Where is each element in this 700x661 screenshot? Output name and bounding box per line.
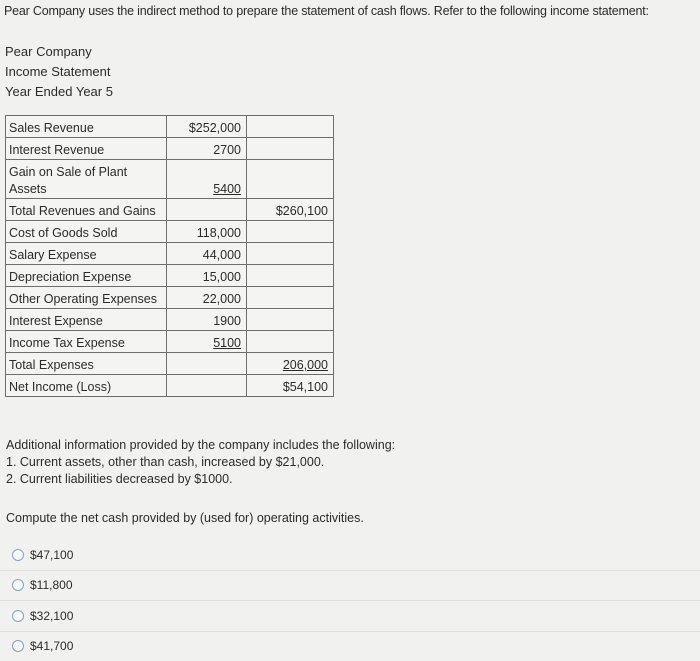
answer-choice[interactable] — [0, 631, 700, 661]
amount-cell: 2700 — [167, 138, 247, 160]
amount-cell: 15,000 — [167, 265, 247, 287]
statement-title: Income Statement — [5, 62, 113, 82]
radio-button[interactable] — [12, 579, 24, 591]
table-row — [6, 243, 334, 265]
total-cell — [247, 309, 334, 331]
row-label: Gain on Sale of Plant Assets — [6, 160, 167, 199]
radio-button[interactable] — [12, 640, 24, 652]
row-label: Interest Expense — [6, 309, 167, 331]
question-text: Compute the net cash provided by (used for) operating activities. — [6, 511, 364, 525]
total-cell — [247, 265, 334, 287]
additional-info-item: 2. Current liabilities decreased by $1000. — [6, 471, 395, 488]
amount-cell: 22,000 — [167, 287, 247, 309]
amount-cell: 118,000 — [167, 221, 247, 243]
amount-cell — [167, 331, 247, 353]
total-cell — [247, 243, 334, 265]
choice-label: $41,700 — [30, 639, 73, 653]
table-row — [6, 287, 334, 309]
table-row — [6, 160, 334, 199]
amount-cell: 44,000 — [167, 243, 247, 265]
answer-choices — [0, 540, 700, 661]
additional-info — [6, 437, 395, 488]
amount-value: 5400 — [213, 182, 241, 196]
total-cell — [247, 353, 334, 375]
choice-label: $32,100 — [30, 609, 73, 623]
total-cell — [247, 160, 334, 199]
total-cell: $260,100 — [247, 199, 334, 221]
table-row — [6, 309, 334, 331]
amount-value: 5100 — [213, 336, 241, 350]
row-label: Cost of Goods Sold — [6, 221, 167, 243]
amount-cell — [167, 353, 247, 375]
statement-period: Year Ended Year 5 — [5, 82, 113, 102]
additional-info-item: 1. Current assets, other than cash, increased by $21,000. — [6, 454, 395, 471]
additional-info-intro: Additional information provided by the company includes the following: — [6, 437, 395, 454]
row-label: Income Tax Expense — [6, 331, 167, 353]
row-label: Other Operating Expenses — [6, 287, 167, 309]
choice-label: $47,100 — [30, 548, 73, 562]
table-row — [6, 353, 334, 375]
table-row — [6, 221, 334, 243]
row-label: Salary Expense — [6, 243, 167, 265]
table-row — [6, 199, 334, 221]
table-row — [6, 116, 334, 138]
table-row — [6, 138, 334, 160]
choice-label: $11,800 — [30, 578, 73, 592]
table-row — [6, 331, 334, 353]
company-name: Pear Company — [5, 42, 113, 62]
table-row — [6, 375, 334, 397]
answer-choice[interactable] — [0, 570, 700, 601]
amount-cell — [167, 199, 247, 221]
amount-cell — [167, 375, 247, 397]
answer-choice[interactable] — [0, 540, 700, 570]
amount-cell: $252,000 — [167, 116, 247, 138]
problem-intro: Pear Company uses the indirect method to prepare the statement of cash flows. Refer to the following income statement: — [4, 4, 698, 18]
total-cell: $54,100 — [247, 375, 334, 397]
radio-button[interactable] — [12, 549, 24, 561]
table-row — [6, 265, 334, 287]
amount-cell — [167, 160, 247, 199]
total-cell — [247, 221, 334, 243]
total-cell — [247, 287, 334, 309]
row-label: Sales Revenue — [6, 116, 167, 138]
row-label: Net Income (Loss) — [6, 375, 167, 397]
total-cell — [247, 138, 334, 160]
amount-cell: 1900 — [167, 309, 247, 331]
row-label: Interest Revenue — [6, 138, 167, 160]
total-cell — [247, 116, 334, 138]
radio-button[interactable] — [12, 610, 24, 622]
statement-heading — [5, 42, 113, 102]
row-label: Depreciation Expense — [6, 265, 167, 287]
income-statement-table — [5, 115, 334, 397]
total-cell — [247, 331, 334, 353]
row-label: Total Revenues and Gains — [6, 199, 167, 221]
row-label: Total Expenses — [6, 353, 167, 375]
answer-choice[interactable] — [0, 600, 700, 631]
total-value: 206,000 — [283, 358, 328, 372]
